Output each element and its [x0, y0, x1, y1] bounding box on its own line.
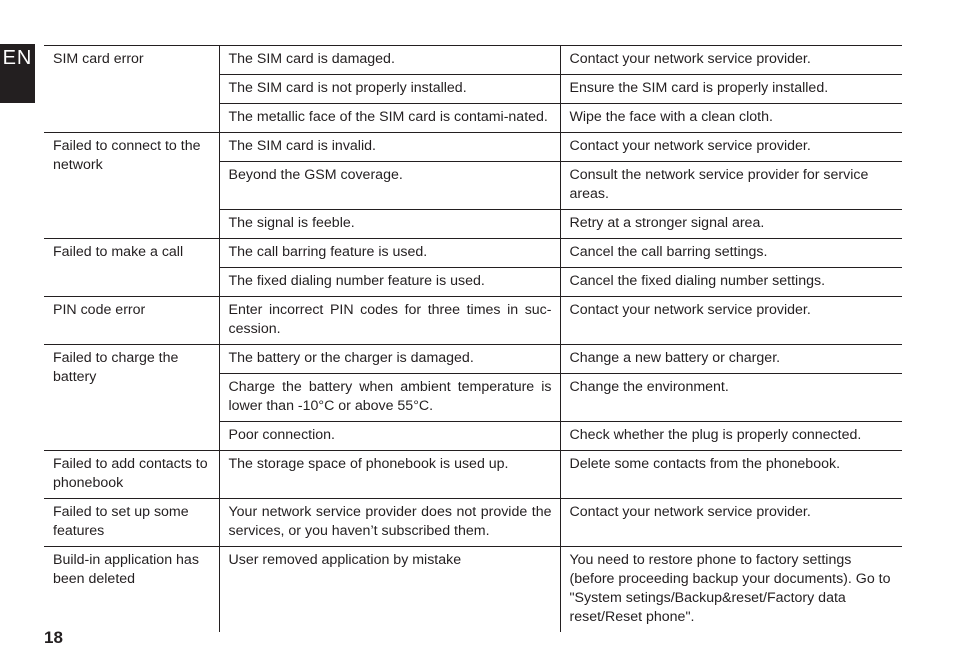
solution-cell: Contact your network service provider. — [560, 297, 902, 345]
language-tab: EN — [0, 44, 35, 103]
problem-cell: Failed to make a call — [44, 239, 219, 297]
problem-cell: Failed to add contacts to phonebook — [44, 451, 219, 499]
cause-cell: Poor connection. — [219, 422, 560, 451]
troubleshooting-table-body — [44, 46, 902, 633]
troubleshooting-table — [44, 45, 902, 632]
problem-cell: Failed to set up some features — [44, 499, 219, 547]
solution-cell: Contact your network service provider. — [560, 499, 902, 547]
solution-cell: Wipe the face with a clean cloth. — [560, 104, 902, 133]
cause-cell: The storage space of phonebook is used up. — [219, 451, 560, 499]
cause-cell: The call barring feature is used. — [219, 239, 560, 268]
table-row — [44, 239, 902, 268]
solution-cell: Delete some contacts from the phonebook. — [560, 451, 902, 499]
solution-cell: You need to restore phone to factory settings (before proceeding backup your documents). Go to "System setings/Backup&reset/Factory data reset/Reset phone". — [560, 547, 902, 633]
solution-cell: Ensure the SIM card is properly installed. — [560, 75, 902, 104]
cause-cell: Your network service provider does not provide the services, or you haven’t subscribed them. — [219, 499, 560, 547]
cause-cell: The fixed dialing number feature is used. — [219, 268, 560, 297]
solution-cell: Change the environment. — [560, 374, 902, 422]
table-row — [44, 451, 902, 499]
table-row — [44, 547, 902, 633]
table-row — [44, 345, 902, 374]
solution-cell: Contact your network service provider. — [560, 133, 902, 162]
cause-cell: The SIM card is not properly installed. — [219, 75, 560, 104]
cause-cell: Beyond the GSM coverage. — [219, 162, 560, 210]
cause-cell: The battery or the charger is damaged. — [219, 345, 560, 374]
solution-cell: Contact your network service provider. — [560, 46, 902, 75]
solution-cell: Cancel the call barring settings. — [560, 239, 902, 268]
page-number: 18 — [44, 628, 63, 647]
solution-cell: Retry at a stronger signal area. — [560, 210, 902, 239]
table-row — [44, 297, 902, 345]
problem-cell: Build-in application has been deleted — [44, 547, 219, 633]
problem-cell: Failed to charge the battery — [44, 345, 219, 451]
cause-cell: The SIM card is damaged. — [219, 46, 560, 75]
problem-cell: Failed to connect to the network — [44, 133, 219, 239]
solution-cell: Cancel the fixed dialing number settings. — [560, 268, 902, 297]
cause-cell: Charge the battery when ambient temperature is lower than -10°C or above 55°C. — [219, 374, 560, 422]
solution-cell: Change a new battery or charger. — [560, 345, 902, 374]
table-row — [44, 133, 902, 162]
solution-cell: Consult the network service provider for service areas. — [560, 162, 902, 210]
cause-cell: User removed application by mistake — [219, 547, 560, 633]
cause-cell: Enter incorrect PIN codes for three times in suc-cession. — [219, 297, 560, 345]
cause-cell: The signal is feeble. — [219, 210, 560, 239]
table-row — [44, 46, 902, 75]
problem-cell: SIM card error — [44, 46, 219, 133]
problem-cell: PIN code error — [44, 297, 219, 345]
solution-cell: Check whether the plug is properly connected. — [560, 422, 902, 451]
cause-cell: The metallic face of the SIM card is contami-nated. — [219, 104, 560, 133]
table-row — [44, 499, 902, 547]
cause-cell: The SIM card is invalid. — [219, 133, 560, 162]
